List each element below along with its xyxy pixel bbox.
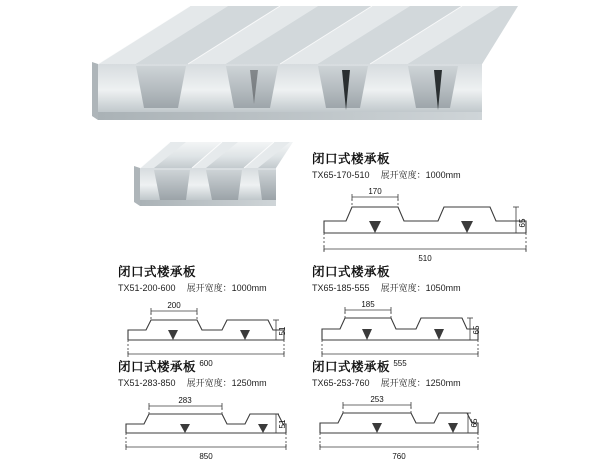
spec-model-line <box>312 377 487 389</box>
spec-model: TX65-170-510 <box>312 170 370 180</box>
height-dim-value: 65 <box>470 418 479 428</box>
height-dim-value: 51 <box>278 419 287 429</box>
spec-title: 闭口式楼承板 <box>312 265 391 279</box>
spec-model: TX51-200-600 <box>118 283 176 293</box>
spec-tx51-200-600 <box>118 265 293 370</box>
top-dim-value: 200 <box>167 301 181 310</box>
height-dim-value: 65 <box>518 218 527 228</box>
small-deck-photo <box>130 140 295 220</box>
spec-title: 闭口式楼承板 <box>118 265 197 279</box>
top-dim-value: 253 <box>370 395 384 404</box>
bottom-dim-value: 600 <box>199 359 213 368</box>
spec-model-line <box>118 377 293 389</box>
top-dim-value: 283 <box>178 396 192 405</box>
spec-tx65-170-510 <box>312 152 542 267</box>
spec-drawing <box>118 393 293 463</box>
spec-title: 闭口式楼承板 <box>118 360 197 374</box>
height-dim-value: 51 <box>278 326 287 336</box>
spec-width: 展开宽度：1250mm <box>380 378 461 388</box>
spec-tx65-253-760 <box>312 360 487 463</box>
bottom-dim-value: 510 <box>418 254 432 263</box>
bottom-dim-value: 850 <box>199 452 213 461</box>
spec-model: TX51-283-850 <box>118 378 176 388</box>
spec-tx65-185-555 <box>312 265 487 370</box>
spec-drawing <box>312 185 542 267</box>
spec-width: 展开宽度：1000mm <box>186 283 267 293</box>
spec-title: 闭口式楼承板 <box>312 360 391 374</box>
spec-width: 展开宽度：1000mm <box>380 170 461 180</box>
spec-model-line <box>312 282 487 294</box>
spec-width: 展开宽度：1050mm <box>380 283 461 293</box>
top-dim-value: 170 <box>368 187 382 196</box>
spec-model: TX65-253-760 <box>312 378 370 388</box>
bottom-dim-value: 760 <box>392 452 406 461</box>
spec-model-line <box>118 282 293 294</box>
bottom-dim-value: 555 <box>393 359 407 368</box>
height-dim-value: 65 <box>472 325 481 335</box>
spec-drawing <box>312 393 487 463</box>
spec-model: TX65-185-555 <box>312 283 370 293</box>
top-dim-value: 185 <box>361 300 375 309</box>
spec-tx51-283-850 <box>118 360 293 463</box>
large-deck-photo <box>90 4 520 129</box>
spec-title: 闭口式楼承板 <box>312 152 391 166</box>
spec-width: 展开宽度：1250mm <box>186 378 267 388</box>
spec-model-line <box>312 169 542 181</box>
